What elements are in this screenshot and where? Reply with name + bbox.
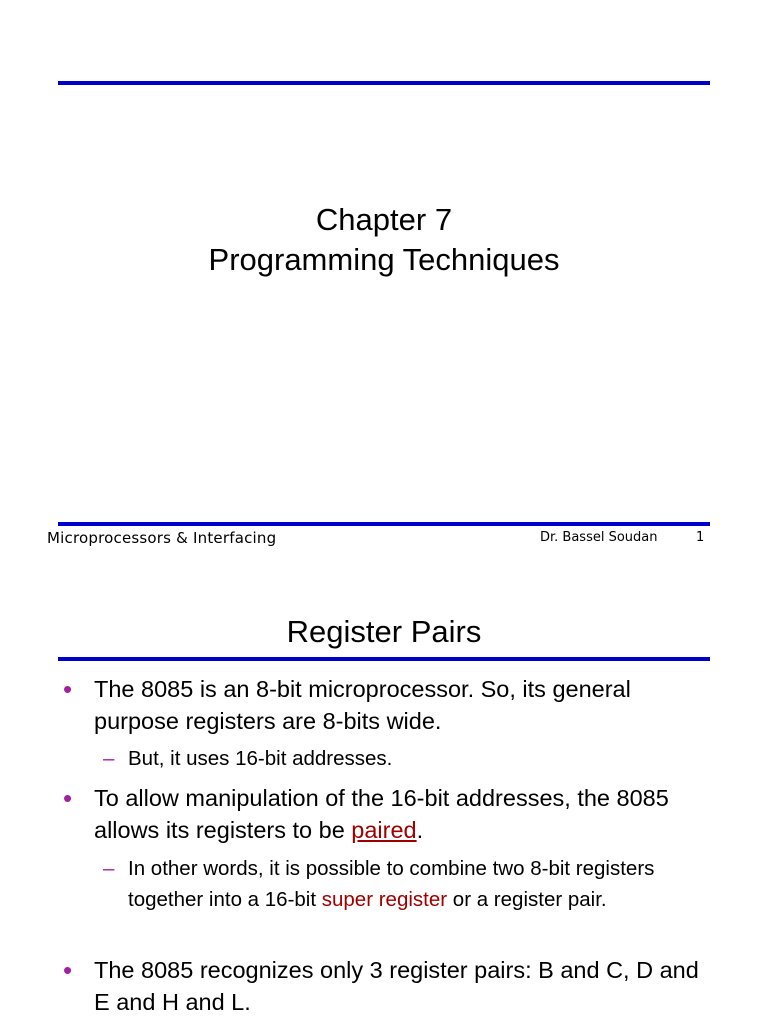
bullet-3 bbox=[63, 954, 703, 1018]
bullet-1 bbox=[63, 673, 703, 737]
sub-bullet-2 bbox=[103, 853, 703, 915]
dash-icon: – bbox=[103, 747, 115, 770]
bullet-dot-icon: • bbox=[63, 783, 73, 813]
bullet-1-text: The 8085 is an 8-bit microprocessor. So, its general purpose registers are 8-bits wide. bbox=[94, 676, 631, 734]
chapter-title: Programming Techniques bbox=[208, 242, 560, 277]
footer-course: Microprocessors & Interfacing bbox=[47, 529, 277, 547]
sub-bullet-2-text-a: In other words, it is possible to combine two 8-bit registers together into a 16-bit bbox=[128, 857, 655, 911]
sub-bullet-2-text bbox=[128, 853, 703, 915]
sub-bullet-1 bbox=[103, 743, 703, 774]
paired-link: paired bbox=[351, 817, 417, 843]
bullet-2-text-b: . bbox=[416, 817, 424, 843]
bullet-2 bbox=[63, 782, 703, 846]
bullet-2-text-a: To allow manipulation of the 16-bit addresses, the 8085 allows its registers to be bbox=[94, 785, 669, 843]
top-rule bbox=[58, 81, 710, 85]
footer-rule bbox=[58, 522, 710, 526]
chapter-label: Chapter 7 bbox=[315, 202, 453, 237]
footer-author: Dr. Bassel Soudan bbox=[540, 530, 658, 545]
slide2-title: Register Pairs bbox=[286, 614, 482, 649]
dash-icon: – bbox=[103, 857, 115, 880]
sub-bullet-1-text: But, it uses 16-bit addresses. bbox=[128, 747, 393, 770]
slide2-title-rule bbox=[58, 657, 710, 661]
sub-bullet-2-text-b: or a register pair. bbox=[447, 888, 607, 911]
bullet-2-text bbox=[94, 782, 703, 846]
super-register-highlight: super register bbox=[321, 888, 448, 911]
bullet-3-text: The 8085 recognizes only 3 register pairs: B and C, D and E and H and L. bbox=[94, 957, 699, 1015]
bullet-dot-icon: • bbox=[63, 955, 73, 985]
bullet-dot-icon: • bbox=[63, 674, 73, 704]
footer-page-number: 1 bbox=[696, 530, 705, 545]
slide-title bbox=[0, 200, 768, 280]
